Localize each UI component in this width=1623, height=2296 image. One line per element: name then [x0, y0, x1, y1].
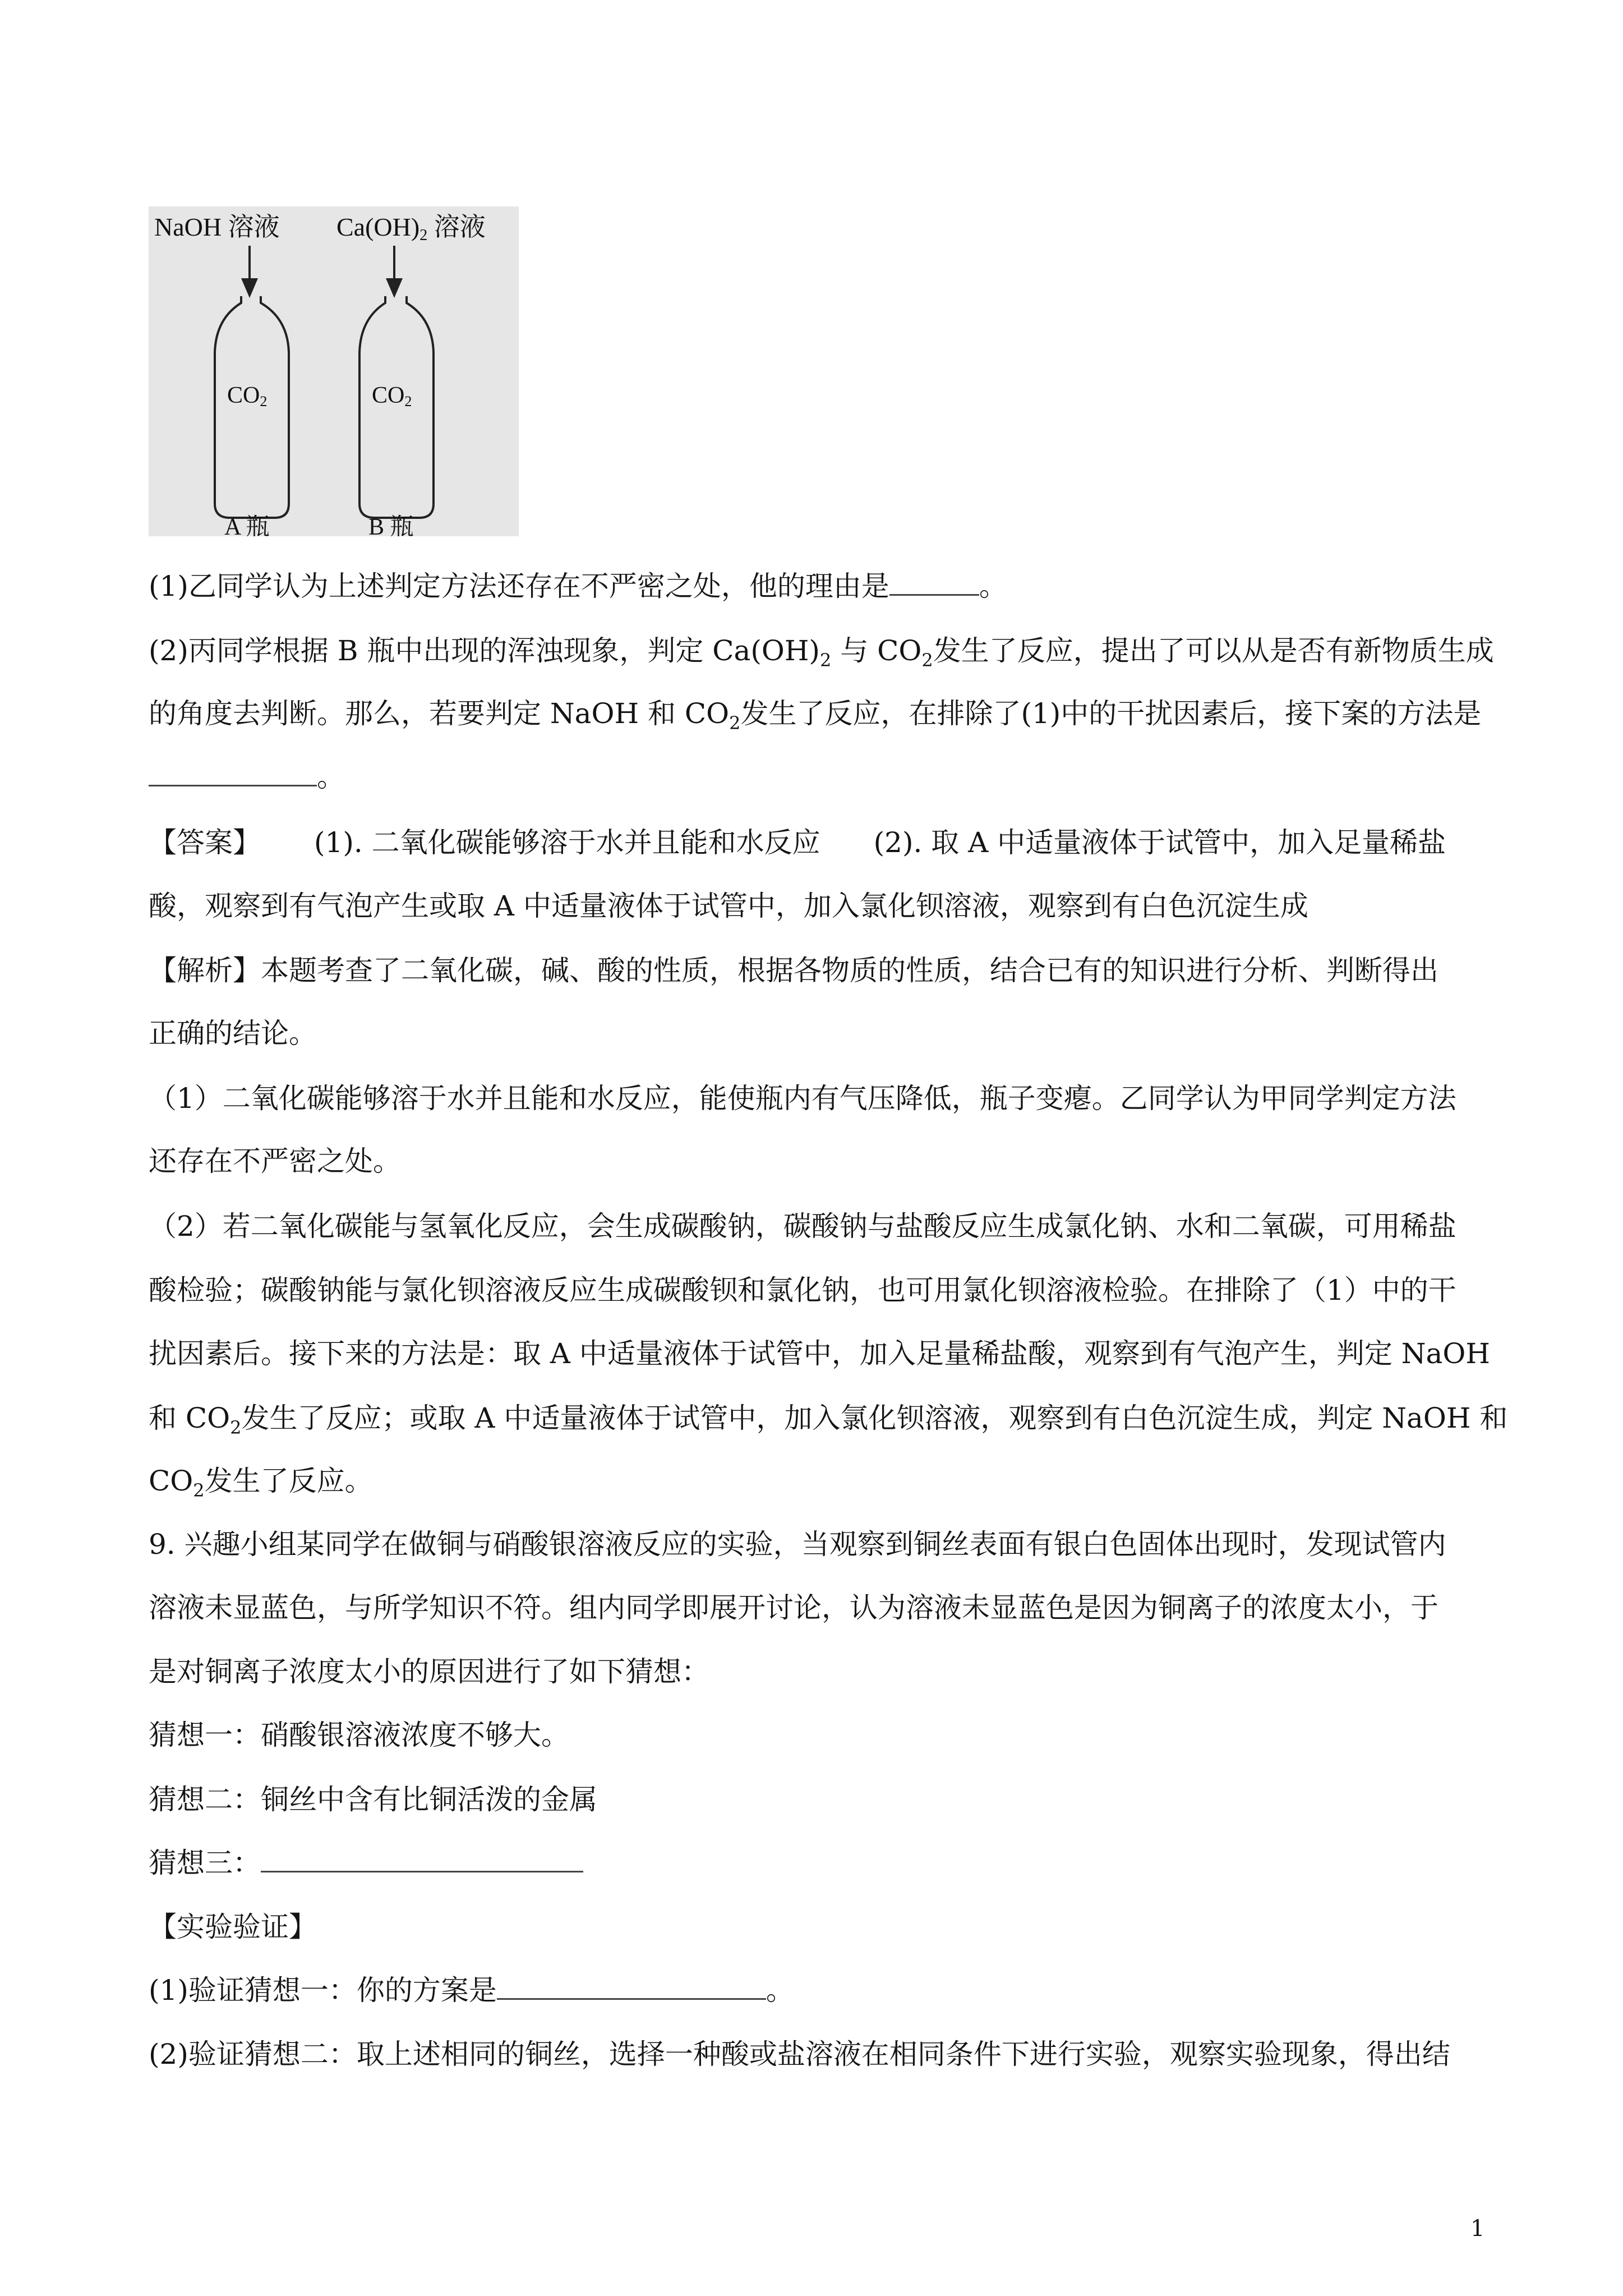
analysis-line-7: 扰因素后。接下来的方法是：取 A 中适量液体于试管中，加入足量稀盐酸，观察到有气泡产生，判定 NaOH	[149, 1337, 1490, 1370]
bottle-a-label: A 瓶	[224, 514, 270, 536]
analysis-line-8: 和 $CO_2$发生了反应；或取 A 中适量液体于试管中，加入氯化钡溶液，观察到有白色沉淀生成，判定 NaOH 和	[149, 1402, 1508, 1438]
answer-blank	[889, 569, 979, 596]
answer-blank	[497, 1973, 766, 2000]
analysis-line-5: （2）若二氧化碳能与氢氧化反应，会生成碳酸钠，碳酸钠与盐酸反应生成氯化钠、水和二氧碳，可用稀盐	[149, 1210, 1456, 1243]
verify-2: (2)验证猜想二：取上述相同的铜丝，选择一种酸或盐溶液在相同条件下进行实验，观察实验现象，得出结	[149, 2038, 1450, 2070]
gas-b-label: CO2	[372, 383, 412, 409]
analysis-line-4: 还存在不严密之处。	[149, 1145, 401, 1177]
question-9-line-2: 溶液未显蓝色，与所学知识不符。组内同学即展开讨论，认为溶液未显蓝色是因为铜离子的浓度太小，于	[149, 1591, 1438, 1624]
answer-blank	[261, 1846, 583, 1872]
verify-1: (1)验证猜想一：你的方案是 。	[149, 1974, 794, 2007]
question-1: (1)乙同学认为上述判定方法还存在不严密之处，他的理由是 。	[149, 570, 1007, 602]
arrow-icons	[243, 246, 401, 295]
reagent-a-label: NaOH 溶液	[154, 213, 280, 241]
question-2-line-3: 。	[149, 754, 345, 795]
analysis-line-1: 【解析】本题考查了二氧化碳，碱、酸的性质，根据各物质的性质，结合已有的知识进行分析、判断得出	[149, 954, 1438, 987]
answer-line-1: 【答案】 (1). 二氧化碳能够溶于水并且能和水反应 (2). 取 A 中适量液体于试管中，加入足量稀盐	[149, 826, 1446, 859]
guess-3: 猜想三：	[149, 1841, 583, 1881]
question-2-line-1: (2)丙同学根据 B 瓶中出现的浑浊现象，判定 $Ca(OH)_2$ 与 $CO_2$发生了反应，提出了可以从是否有新物质生成	[149, 634, 1494, 671]
answer-line-2: 酸，观察到有气泡产生或取 A 中适量液体于试管中，加入氯化钡溶液，观察到有白色沉淀生成	[149, 890, 1308, 922]
guess-2: 猜想二：铜丝中含有比铜活泼的金属	[149, 1783, 597, 1816]
analysis-line-2: 正确的结论。	[149, 1017, 317, 1050]
page-number: 1	[1470, 2216, 1485, 2242]
verify-heading: 【实验验证】	[149, 1911, 317, 1943]
question-9-line-3: 是对铜离子浓度太小的原因进行了如下猜想：	[149, 1655, 709, 1688]
gas-a-label: CO2	[227, 383, 268, 409]
guess-1: 猜想一：硝酸银溶液浓度不够大。	[149, 1719, 569, 1751]
bottles-figure	[149, 206, 519, 536]
bottle-b-label: B 瓶	[368, 514, 414, 536]
question-2-line-2: 的角度去判断。那么，若要判定 NaOH 和 $CO_2$发生了反应，在排除了(1)中的干扰因素后，接下案的方法是	[149, 697, 1482, 734]
question-9-line-1: 9. 兴趣小组某同学在做铜与硝酸银溶液反应的实验，当观察到铜丝表面有银白色固体出现时，发现试管内	[149, 1528, 1446, 1561]
analysis-line-9: $CO_2$发生了反应。	[149, 1465, 373, 1501]
reagent-b-label: Ca(OH)2 溶液	[336, 213, 486, 244]
analysis-line-6: 酸检验；碳酸钠能与氯化钡溶液反应生成碳酸钡和氯化钠，也可用氯化钡溶液检验。在排除了（1）中的干	[149, 1274, 1456, 1306]
analysis-line-3: （1）二氧化碳能够溶于水并且能和水反应，能使瓶内有气压降低，瓶子变瘪。乙同学认为甲同学判定方法	[149, 1082, 1456, 1115]
answer-blank	[149, 760, 317, 786]
